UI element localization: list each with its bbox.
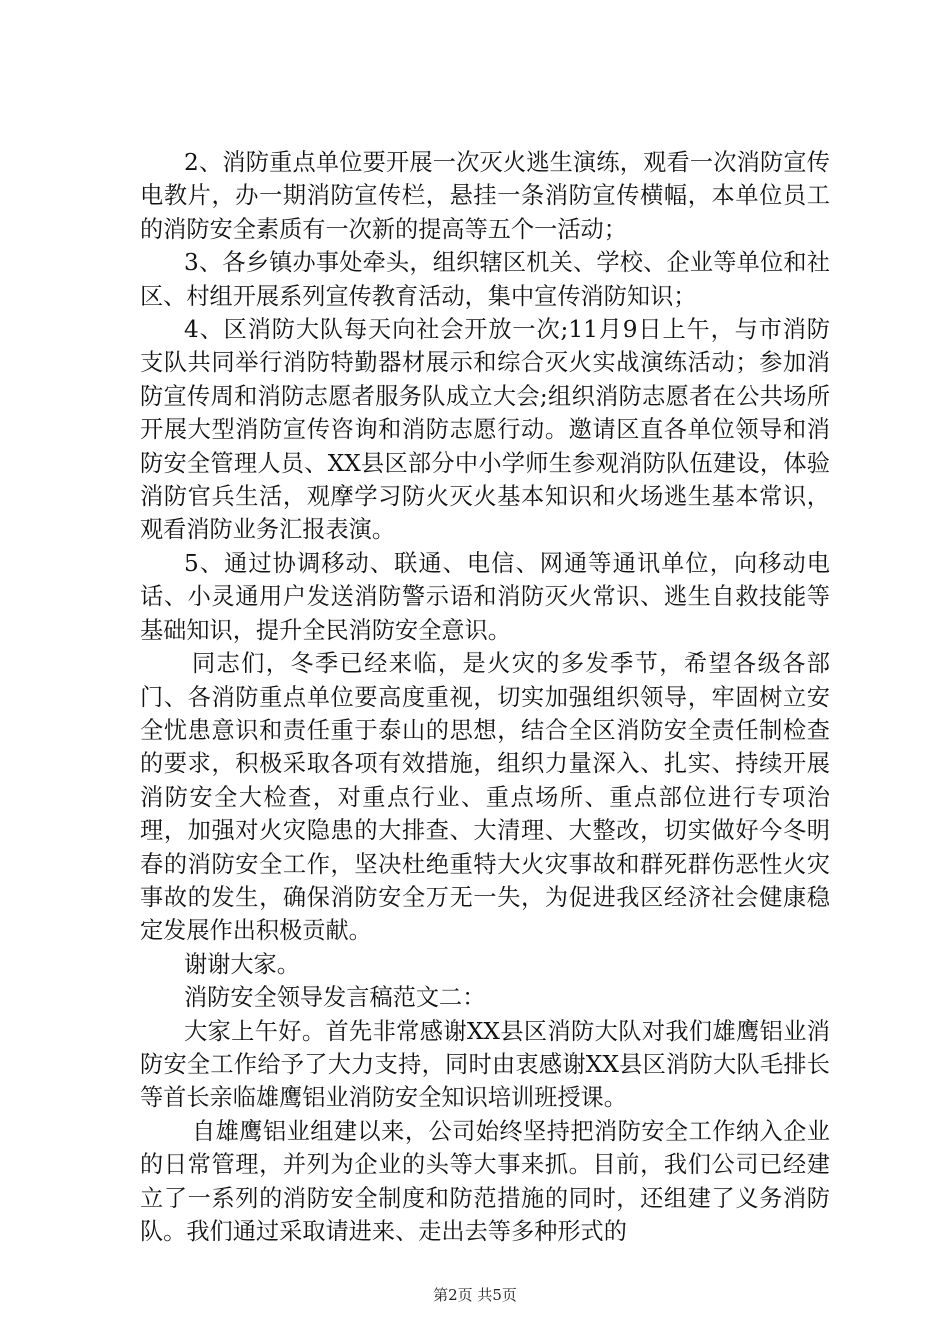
document-body — [140, 146, 830, 1248]
paragraph-thanks: 谢谢大家。 — [184, 950, 300, 978]
section-heading: 消防安全领导发言稿范文二： — [184, 984, 486, 1012]
paragraph-company-intro: 自雄鹰铝业组建以来，公司始终坚持把消防安全工作纳入企业的日常管理，并列为企业的头等大事来抓。目前，我们公司已经建立了一系列的消防安全制度和防范措施的同时，还组建了义务消防队。我们通过采取请进来、走出去等多种形式的 — [140, 1117, 830, 1245]
paragraph-item-2: 2、消防重点单位要开展一次灭火逃生演练，观看一次消防宣传电教片，办一期消防宣传栏，悬挂一条消防宣传横幅，本单位员工的消防安全素质有一次新的提高等五个一活动； — [140, 149, 830, 243]
paragraph-item-5: 5、通过协调移动、联通、电信、网通等通讯单位，向移动电话、小灵通用户发送消防警示语和消防灭火常识、逃生自救技能等基础知识，提升全民消防安全意识。 — [140, 549, 830, 644]
paragraph-item-4: 4、区消防大队每天向社会开放一次;11月9日上午，与市消防支队共同举行消防特勤器材展示和综合灭火实战演练活动；参加消防宣传周和消防志愿者服务队成立大会;组织消防志愿者在公共场所开展大型消防宣传咨询和消防志愿行动。邀请区直各单位领导和消防安全管理人员、XX县区部分中小学师生参观消防队伍建设，体验消防官兵生活，观摩学习防火灭火基本知识和火场逃生基本常识，观看消防业务汇报表演。 — [140, 316, 830, 544]
paragraph-item-3: 3、各乡镇办事处牵头，组织辖区机关、学校、企业等单位和社区、村组开展系列宣传教育活动，集中宣传消防知识； — [140, 249, 830, 310]
paragraph-greeting: 大家上午好。首先非常感谢XX县区消防大队对我们雄鹰铝业消防安全工作给予了大力支持，同时由衷感谢XX县区消防大队毛排长等首长亲临雄鹰铝业消防安全知识培训班授课。 — [140, 1017, 830, 1112]
paragraph-closing-remarks: 同志们，冬季已经来临，是火灾的多发季节，希望各级各部门、各消防重点单位要高度重视，切实加强组织领导，牢固树立安全忧患意识和责任重于泰山的思想，结合全区消防安全责任制检查的要求，积极采取各项有效措施，组织力量深入、扎实、持续开展消防安全大检查，对重点行业、重点场所、重点部位进行专项治理，加强对火灾隐患的大排查、大清理、大整改，切实做好今冬明春的消防安全工作，坚决杜绝重特大火灾事故和群死群伤恶性火灾事故的发生，确保消防安全万无一失，为促进我区经济社会健康稳定发展作出积极贡献。 — [140, 650, 830, 945]
page-footer: 第2页 共5页 — [433, 1286, 517, 1304]
